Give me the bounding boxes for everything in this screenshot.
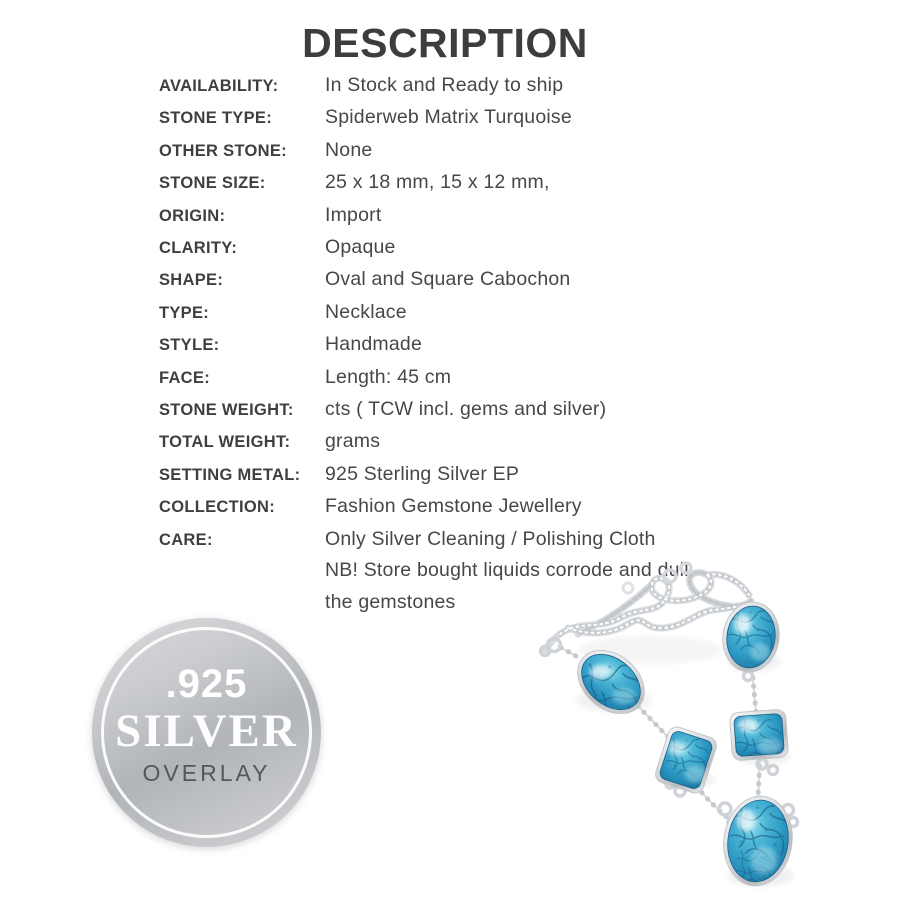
- spec-label: ORIGIN:: [159, 206, 226, 225]
- turquoise-necklace-image: [520, 548, 900, 900]
- badge-metal-text: SILVER: [115, 705, 298, 757]
- spec-label: STONE WEIGHT:: [159, 401, 294, 420]
- spec-label: CLARITY:: [159, 239, 238, 258]
- spec-value: Handmade: [325, 333, 422, 356]
- spec-label: STONE TYPE:: [159, 109, 273, 128]
- spec-value: Spiderweb Matrix Turquoise: [325, 106, 572, 129]
- spec-label: TOTAL WEIGHT:: [159, 433, 291, 452]
- stone-square-right: [729, 709, 788, 761]
- badge-purity-text: .925: [165, 662, 248, 706]
- spec-row: [159, 264, 799, 296]
- spec-row: [159, 297, 799, 329]
- spec-value: 25 x 18 mm, 15 x 12 mm,: [325, 171, 550, 194]
- spec-value: Length: 45 cm: [325, 365, 452, 388]
- spec-row: [159, 459, 799, 491]
- spec-row: [159, 232, 799, 264]
- spec-value: cts ( TCW incl. gems and silver): [325, 398, 607, 421]
- spec-label: SHAPE:: [159, 271, 224, 290]
- spec-row: [159, 70, 799, 102]
- spec-label: FACE:: [159, 368, 210, 387]
- badge-overlay-text: OVERLAY: [142, 760, 271, 786]
- spec-row: [159, 200, 799, 232]
- spec-row: [159, 362, 799, 394]
- spec-value: Import: [325, 203, 382, 226]
- spec-label: SETTING METAL:: [159, 465, 301, 484]
- spec-value: Necklace: [325, 300, 407, 323]
- spec-value: Opaque: [325, 236, 396, 259]
- spec-label: STYLE:: [159, 336, 220, 355]
- spec-value: Only Silver Cleaning / Polishing Cloth NB! Store bought liquids corrode and dull the gemstones: [325, 527, 689, 613]
- spec-row: [159, 329, 799, 361]
- spec-value: Fashion Gemstone Jewellery: [325, 495, 582, 518]
- spec-label: CARE:: [159, 530, 213, 549]
- spec-row: [159, 491, 799, 523]
- spec-label: OTHER STONE:: [159, 141, 287, 160]
- spec-value: None: [325, 138, 373, 161]
- spec-value: In Stock and Ready to ship: [325, 74, 564, 96]
- spec-row: [159, 167, 799, 199]
- spec-value: 925 Sterling Silver EP: [325, 462, 520, 485]
- spec-value: grams: [325, 430, 381, 453]
- spec-row: [159, 102, 799, 134]
- spec-label: STONE SIZE:: [159, 174, 266, 193]
- spec-label: AVAILABILITY:: [159, 77, 279, 95]
- spec-value: Oval and Square Cabochon: [325, 268, 571, 291]
- spec-row: [159, 135, 799, 167]
- spec-row: [159, 426, 799, 458]
- spec-label: COLLECTION:: [159, 498, 276, 517]
- spec-row: [159, 394, 799, 426]
- page-title: DESCRIPTION: [302, 20, 588, 66]
- spec-list: [159, 70, 799, 618]
- silver-overlay-badge: [92, 618, 321, 847]
- spec-label: TYPE:: [159, 303, 210, 322]
